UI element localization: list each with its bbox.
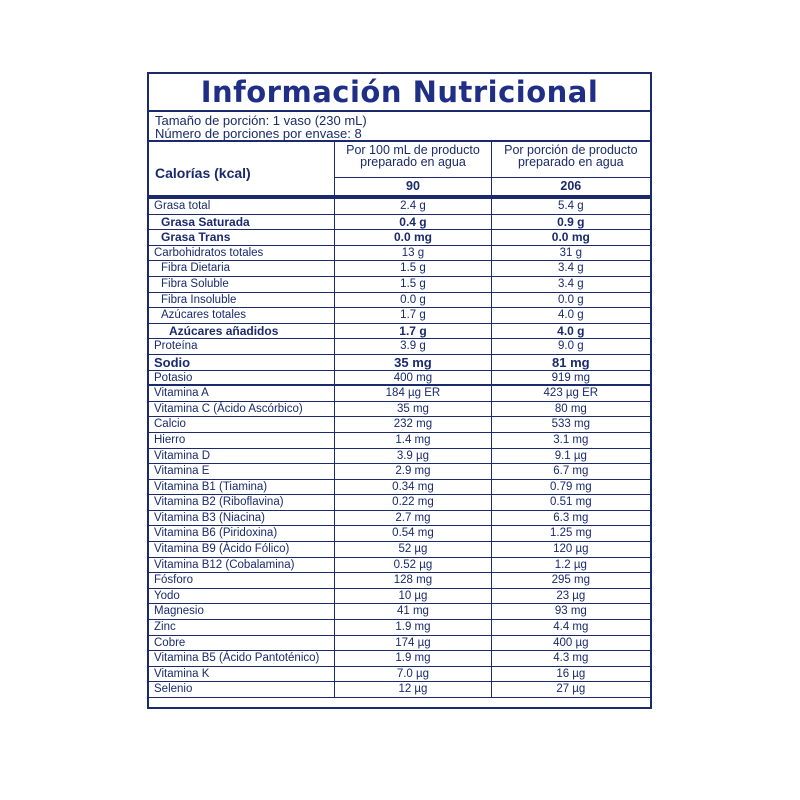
table-row xyxy=(149,636,650,652)
table-row xyxy=(149,495,650,511)
nutrient-name: Vitamina B2 (Riboflavina) xyxy=(149,495,335,510)
table-row xyxy=(149,355,650,371)
per-100ml-value: 1.5 g xyxy=(335,277,491,292)
nutrient-name: Vitamina E xyxy=(149,464,335,479)
per-serving-value: 1.25 mg xyxy=(550,527,592,540)
table-row xyxy=(149,339,650,355)
per-serving-value: 31 g xyxy=(559,246,583,259)
per-serving-value: 80 mg xyxy=(554,402,587,415)
per-serving-value: 0.0 g xyxy=(558,293,584,306)
per-100ml-value: 7.0 µg xyxy=(335,667,491,682)
table-row xyxy=(149,449,650,465)
column-header xyxy=(149,142,650,199)
table-row xyxy=(149,230,650,246)
table-row xyxy=(149,293,650,309)
per-100ml-value: 0.52 µg xyxy=(335,558,491,573)
nutrient-name: Vitamina D xyxy=(149,449,335,464)
per-100ml-value: 2.9 mg xyxy=(335,464,491,479)
per-serving-value: 400 µg xyxy=(553,636,589,649)
per-100ml-value: 0.22 mg xyxy=(335,495,491,510)
per-serving-value: 120 µg xyxy=(553,543,589,556)
servings-per-container: Número de porciones por envase: 8 xyxy=(155,126,362,141)
per-100ml-value: 3.9 g xyxy=(335,339,491,354)
per-serving-value: 423 µg ER xyxy=(543,387,599,400)
per-serving-value: 4.0 g xyxy=(557,323,585,338)
nutrient-name: Magnesio xyxy=(149,604,335,619)
nutrient-name: Vitamina B9 (Ácido Fólico) xyxy=(149,542,335,557)
per-serving-value: 4.3 mg xyxy=(553,652,589,665)
per-100ml-value: 400 mg xyxy=(335,371,491,385)
nutrient-name: Hierro xyxy=(149,433,335,448)
per-serving-value: 5.4 g xyxy=(558,200,584,212)
nutrient-name: Carbohidratos totales xyxy=(149,246,335,261)
table-row xyxy=(149,199,650,215)
per-100ml-value: 0.0 mg xyxy=(335,230,491,245)
nutrient-name: Vitamina C (Ácido Ascórbico) xyxy=(149,402,335,417)
table-row xyxy=(149,589,650,605)
nutrition-facts-panel xyxy=(147,72,652,709)
per-100ml-value: 1.9 mg xyxy=(335,651,491,666)
table-row xyxy=(149,682,650,698)
per-100ml-value: 1.4 mg xyxy=(335,433,491,448)
per-serving-value: 0.0 mg xyxy=(551,230,590,245)
table-row xyxy=(149,667,650,683)
per-100ml-value: 13 g xyxy=(335,246,491,261)
per-100ml-value: 1.7 g xyxy=(335,324,491,339)
nutrient-name: Grasa total xyxy=(149,199,335,214)
per-100ml-value: 0.0 g xyxy=(335,293,491,308)
nutrient-name: Vitamina B6 (Piridoxina) xyxy=(149,526,335,541)
per-100ml-value: 0.54 mg xyxy=(335,526,491,541)
nutrient-name: Fibra Dietaria xyxy=(149,261,335,276)
table-row xyxy=(149,417,650,433)
per-100ml-value: 2.4 g xyxy=(335,199,491,214)
per-serving-calories: 206 xyxy=(560,179,582,193)
nutrient-name: Vitamina B12 (Cobalamina) xyxy=(149,558,335,573)
per-100ml-value: 41 mg xyxy=(335,604,491,619)
per-100ml-value: 0.34 mg xyxy=(335,480,491,495)
table-row xyxy=(149,261,650,277)
nutrient-name: Fibra Insoluble xyxy=(149,293,335,308)
nutrient-name: Azúcares añadidos xyxy=(149,324,335,339)
per-serving-value: 6.7 mg xyxy=(553,465,589,478)
per-100ml-value: 35 mg xyxy=(335,355,491,370)
per-100ml-value: 1.9 mg xyxy=(335,620,491,635)
nutrient-name: Vitamina K xyxy=(149,667,335,682)
nutrient-name: Yodo xyxy=(149,589,335,604)
nutrient-name: Grasa Trans xyxy=(149,230,335,245)
nutrient-name: Vitamina B5 (Ácido Pantoténico) xyxy=(149,651,335,666)
table-row xyxy=(149,651,650,667)
nutrient-name: Selenio xyxy=(149,682,335,697)
per-100ml-value: 3.9 µg xyxy=(335,449,491,464)
table-row xyxy=(149,464,650,480)
nutrient-name: Vitamina A xyxy=(149,386,335,401)
nutrient-name: Zinc xyxy=(149,620,335,635)
table-row xyxy=(149,558,650,574)
table-row xyxy=(149,215,650,231)
table-row xyxy=(149,324,650,340)
serving-info xyxy=(149,112,650,142)
nutrient-name: Potasio xyxy=(149,371,335,385)
table-row xyxy=(149,402,650,418)
per-serving-value: 16 µg xyxy=(556,667,586,680)
table-row xyxy=(149,573,650,589)
per-100ml-column xyxy=(335,142,491,195)
per-serving-value: 295 mg xyxy=(551,574,590,587)
nutrient-name: Fibra Soluble xyxy=(149,277,335,292)
per-serving-column xyxy=(492,142,650,195)
table-row xyxy=(149,480,650,496)
per-100ml-value: 1.5 g xyxy=(335,261,491,276)
per-100ml-label: Por 100 mL de producto preparado en agua xyxy=(335,142,490,178)
nutrient-name: Fósforo xyxy=(149,573,335,588)
per-100ml-value: 0.4 g xyxy=(335,215,491,230)
nutrient-name: Azúcares totales xyxy=(149,308,335,323)
per-100ml-value: 184 µg ER xyxy=(335,386,491,401)
per-serving-label: Por porción de producto preparado en agua xyxy=(492,142,650,178)
table-row xyxy=(149,246,650,262)
per-100ml-calories: 90 xyxy=(406,179,420,193)
per-serving-value: 9.1 µg xyxy=(554,449,587,462)
per-serving-value: 23 µg xyxy=(556,589,586,602)
per-serving-value: 3.4 g xyxy=(558,262,584,275)
nutrient-name: Cobre xyxy=(149,636,335,651)
per-serving-value: 0.51 mg xyxy=(550,496,592,509)
table-row xyxy=(149,277,650,293)
table-row xyxy=(149,526,650,542)
per-serving-value: 4.4 mg xyxy=(553,621,589,634)
serving-size: Tamaño de porción: 1 vaso (230 mL) xyxy=(155,113,367,128)
table-row xyxy=(149,620,650,636)
nutrient-name: Proteína xyxy=(149,339,335,354)
per-serving-value: 27 µg xyxy=(556,683,586,696)
table-row xyxy=(149,308,650,324)
table-row xyxy=(149,371,650,387)
panel-title: Información Nutricional xyxy=(149,74,650,112)
table-row xyxy=(149,511,650,527)
nutrient-name: Vitamina B1 (Tiamina) xyxy=(149,480,335,495)
per-serving-value: 9.0 g xyxy=(558,340,584,353)
per-serving-value: 0.9 g xyxy=(557,214,585,229)
per-serving-value: 81 mg xyxy=(552,354,590,370)
per-serving-value: 93 mg xyxy=(554,605,587,618)
per-100ml-value: 35 mg xyxy=(335,402,491,417)
per-100ml-value: 128 mg xyxy=(335,573,491,588)
per-100ml-value: 12 µg xyxy=(335,682,491,697)
per-serving-value: 3.1 mg xyxy=(553,433,589,446)
per-100ml-value: 1.7 g xyxy=(335,308,491,323)
per-serving-value: 1.2 µg xyxy=(554,558,587,571)
per-serving-value: 3.4 g xyxy=(558,277,584,290)
per-100ml-value: 2.7 mg xyxy=(335,511,491,526)
per-serving-value: 4.0 g xyxy=(558,309,584,322)
per-100ml-value: 232 mg xyxy=(335,417,491,432)
per-serving-value: 919 mg xyxy=(551,371,590,384)
nutrient-name: Grasa Saturada xyxy=(149,215,335,230)
table-row xyxy=(149,542,650,558)
per-100ml-value: 10 µg xyxy=(335,589,491,604)
nutrient-table xyxy=(149,199,650,698)
nutrient-name: Calcio xyxy=(149,417,335,432)
per-serving-value: 6.3 mg xyxy=(553,511,589,524)
per-100ml-value: 174 µg xyxy=(335,636,491,651)
nutrient-name: Vitamina B3 (Niacina) xyxy=(149,511,335,526)
per-100ml-value: 52 µg xyxy=(335,542,491,557)
per-serving-value: 0.79 mg xyxy=(550,480,592,493)
calories-label: Calorías (kcal) xyxy=(149,142,335,195)
table-row xyxy=(149,386,650,402)
table-row xyxy=(149,604,650,620)
per-serving-value: 533 mg xyxy=(551,418,590,431)
nutrient-name: Sodio xyxy=(149,355,335,370)
table-row xyxy=(149,433,650,449)
